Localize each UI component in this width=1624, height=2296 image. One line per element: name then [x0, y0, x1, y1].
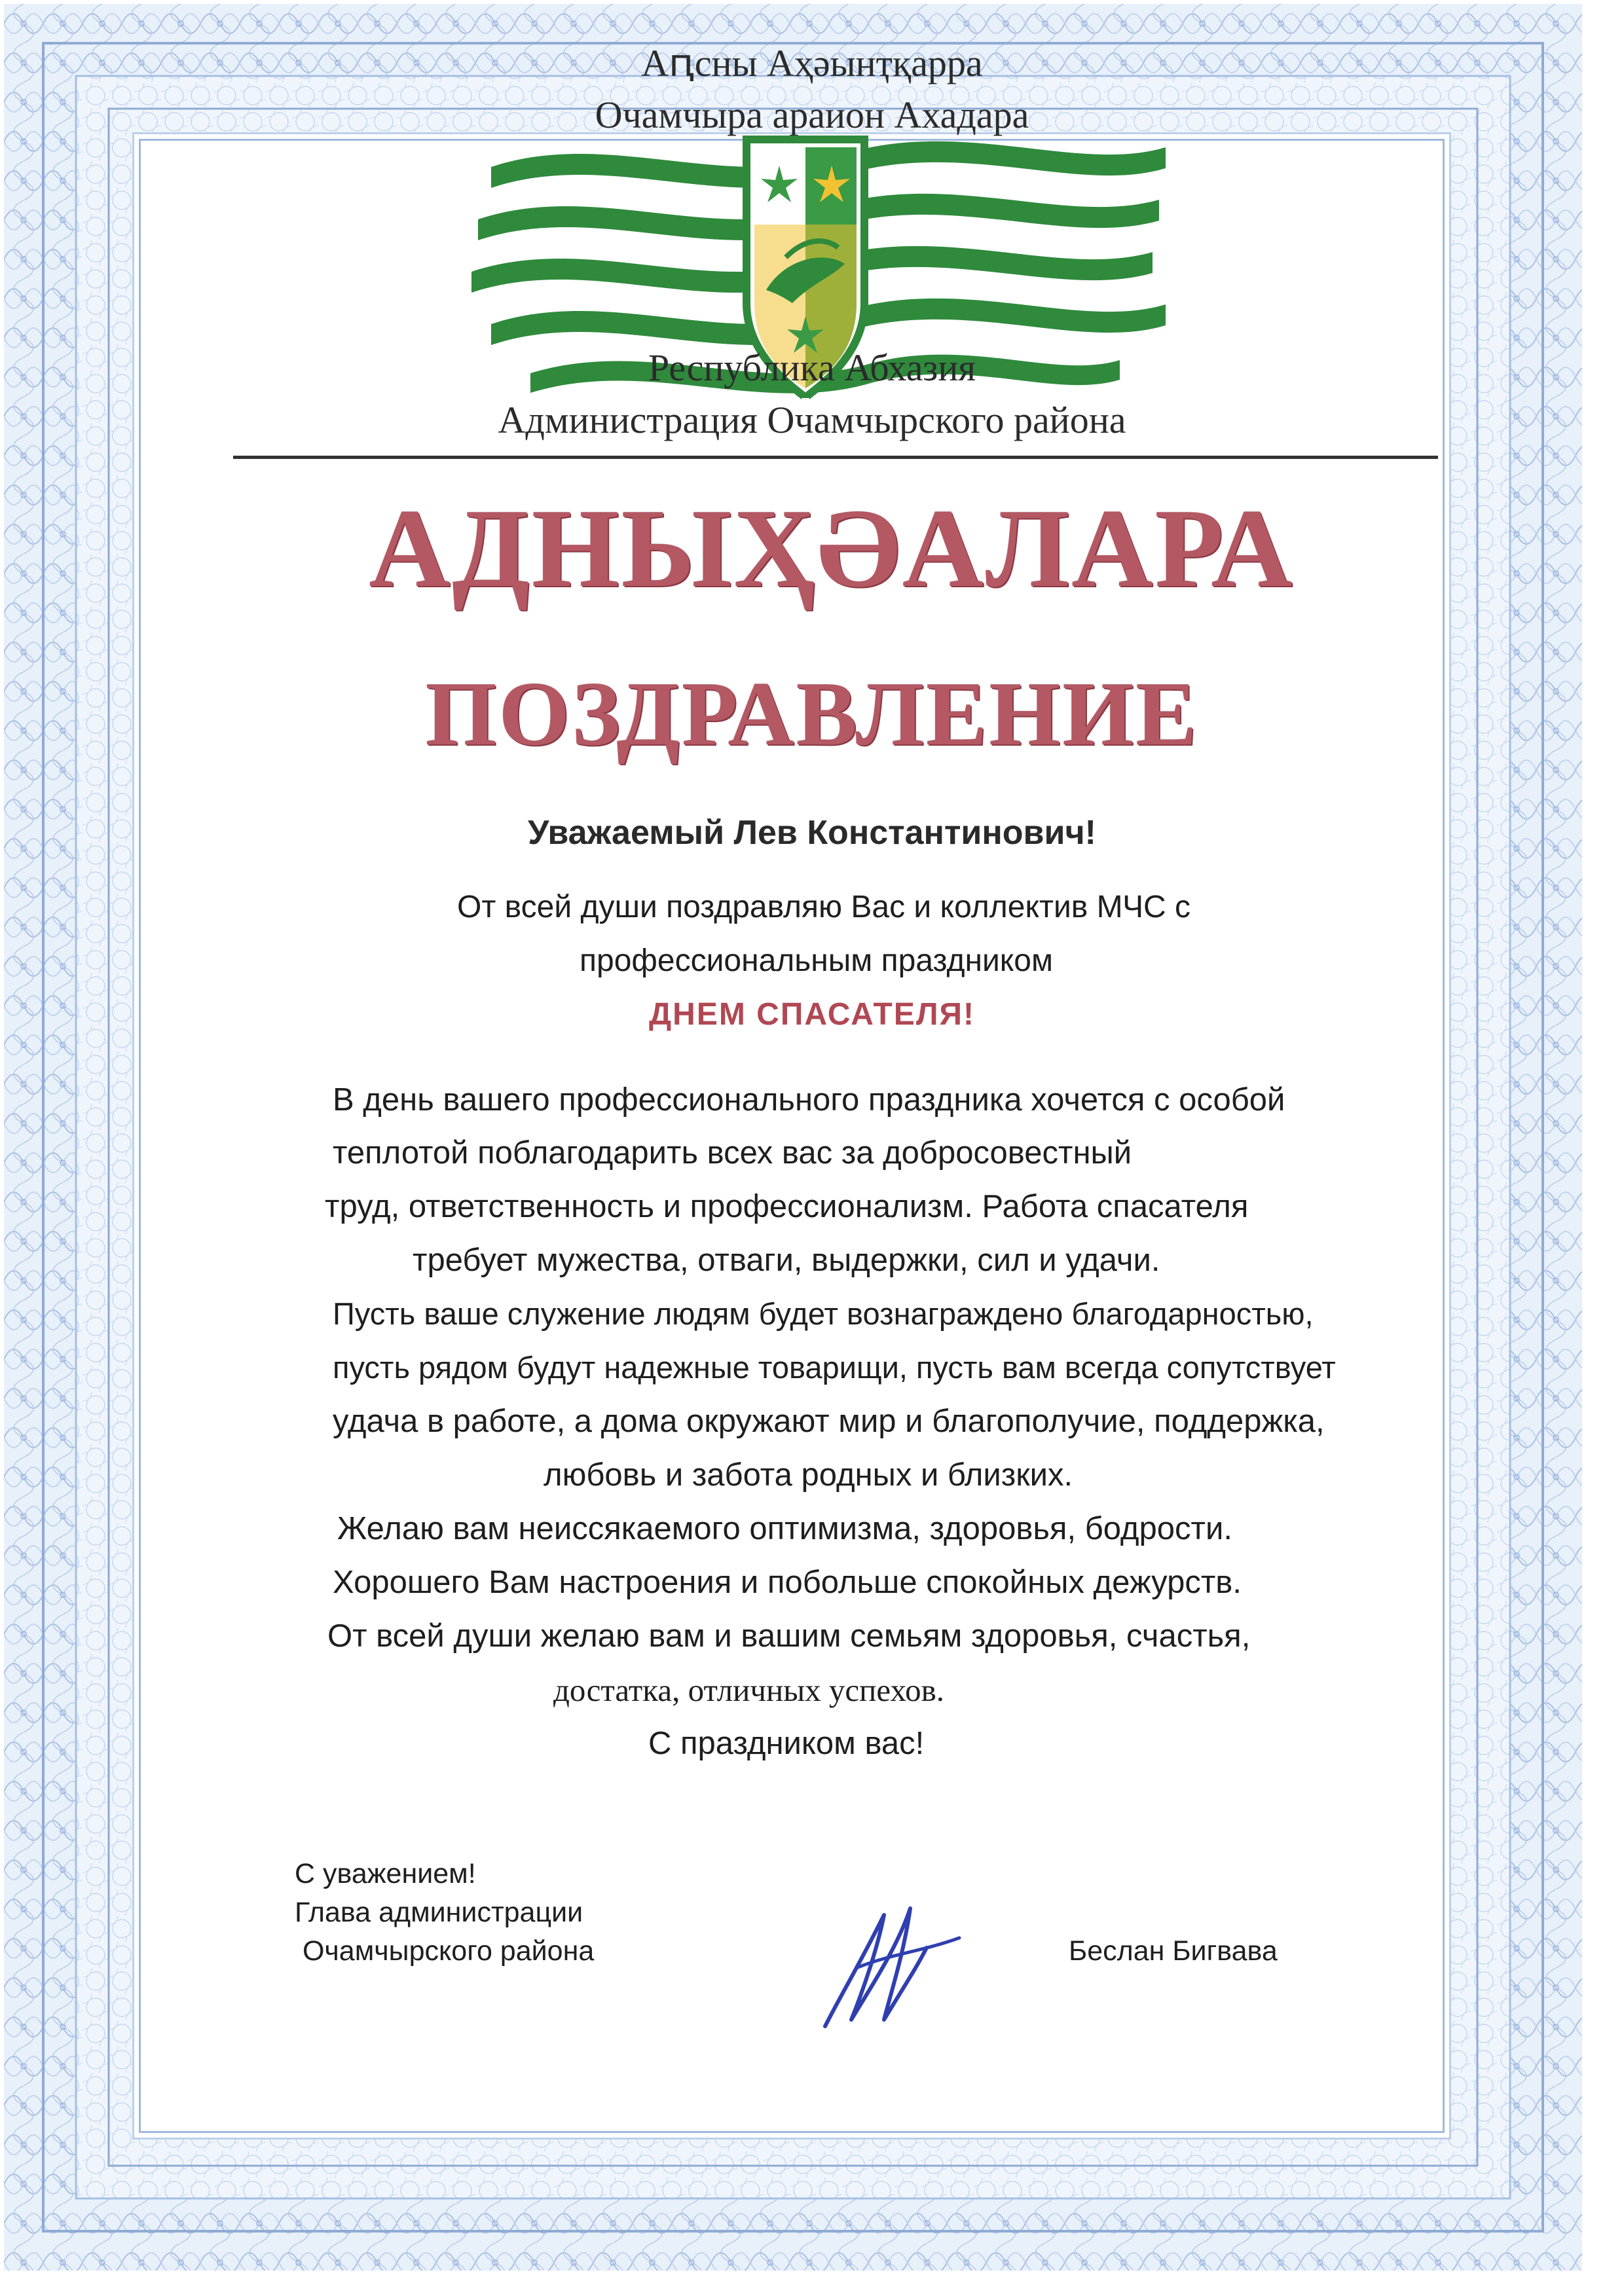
- body-line: любовь и забота родных и близких.: [544, 1457, 1073, 1493]
- header-abkhaz-state: Аԥсны Аҳәынҭқарра: [641, 42, 983, 84]
- signer-title: Очамчырского района: [295, 1935, 595, 1967]
- intro-line: профессиональным праздником: [580, 943, 1053, 978]
- body-line: требует мужества, отваги, выдержки, сил и удачи.: [413, 1243, 1160, 1278]
- holiday-name: ДНЕМ СПАСАТЕЛЯ!: [648, 997, 976, 1032]
- header-divider: [233, 456, 1438, 459]
- body-line: теплотой поблагодарить всех вас за добросовестный: [333, 1135, 1132, 1171]
- signer-name: Беслан Бигвава: [1069, 1935, 1278, 1967]
- regards: С уважением!: [295, 1858, 476, 1889]
- signature-mark: [812, 1889, 969, 2039]
- body-line: пусть рядом будут надежные товарищи, пусть вам всегда сопутствует: [333, 1350, 1336, 1385]
- header-republic: Республика Абхазия: [648, 346, 976, 389]
- header-abkhaz-administration: Очамчыра араион Ахадара: [595, 94, 1029, 136]
- body-line: достатка, отличных успехов.: [553, 1672, 944, 1708]
- signer-title: Глава администрации: [295, 1897, 583, 1928]
- body-line: Хорошего Вам настроения и побольше спокойных дежурств.: [333, 1565, 1242, 1600]
- body-line: труд, ответственность и профессионализм. Работа спасателя: [325, 1189, 1249, 1224]
- title-russian: ПОЗДРАВЛЕНИЕ: [425, 663, 1199, 765]
- closing-wish: С праздником вас!: [648, 1726, 925, 1761]
- header-administration: Администрация Очамчырского района: [498, 399, 1126, 441]
- body-line: удача в работе, а дома окружают мир и благополучие, поддержка,: [333, 1404, 1325, 1439]
- body-line: От всей души желаю вам и вашим семьям здоровья, счастья,: [327, 1618, 1251, 1654]
- body-line: В день вашего профессионального праздника хочется с особой: [333, 1082, 1285, 1118]
- salutation: Уважаемый Лев Константинович!: [527, 814, 1096, 852]
- intro-line: От всей души поздравляю Вас и коллектив МЧС с: [457, 890, 1191, 924]
- title-abkhaz: АДНЫҲӘАЛАРА: [369, 486, 1295, 611]
- body-line: Желаю вам неиссякаемого оптимизма, здоровья, бодрости.: [337, 1511, 1232, 1546]
- body-line: Пусть ваше служение людям будет вознаграждено благодарностью,: [333, 1296, 1314, 1331]
